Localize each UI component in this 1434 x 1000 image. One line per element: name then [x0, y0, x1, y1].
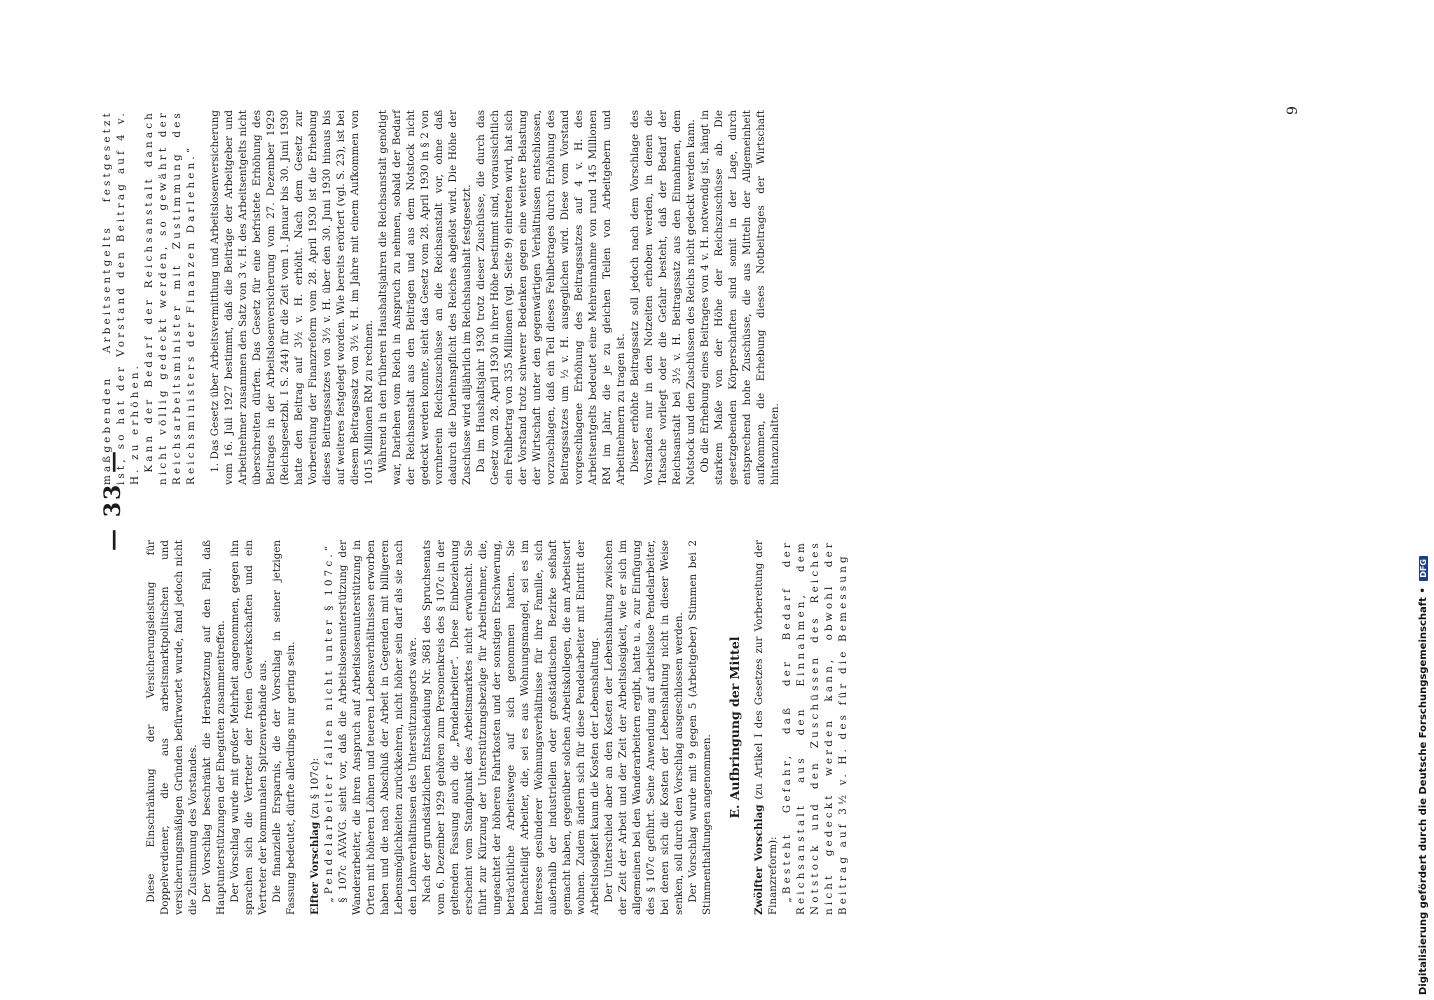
paragraph: 1. Das Gesetz über Arbeitsvermittlung und Arbeitslosenversicherung vom 16. Juli 1927 bestimmt, daß die Beiträge der Arbeitgeber und Arbeitnehmer zusammen den Satz von 3 v. H. des Arbeitsentgelts nicht überschreiten dürfen. Das Gesetz für eine befristete Erhöhung des Beitrages in der Arbeitslosenversicherung vom 27. Dezember 1929 (Reichsgesetzbl. I S. 244) für die Zeit vom 1. Januar bis 30. Juni 1930 hatte den Beitrag auf 3½ v. H. erhöht. Nach dem Gesetz zur Vorbereitung der Finanzreform vom 28. April 1930 ist die Erhebung dieses Beitragssatzes von 3½ v. H. über den 30. Juni 1930 hinaus bis auf weiteres festgelegt worden. Wie bereits erörtert (vgl. S. 23), ist bei diesem Beitragssatz von 3½ v. H. im Jahre mit einem Aufkommen von 1015 Millionen RM zu rechnen.: [209, 110, 375, 485]
digitization-credit: [1418, 35, 1432, 995]
paragraph: Der Vorschlag wurde mit großer Mehrheit angenommen, gegen ihn sprachen sich die Vertreter der freien Gewerkschaften und ein Vertreter der kommunalen Spitzenverbände aus.: [229, 540, 269, 915]
paragraph: Ob die Erhebung eines Beitrages von 4 v. H. notwendig ist, hängt in starkem Maße von der Höhe der Reichszuschüsse ab. Die gesetzgebenden Körperschaften sind somit in der Lage, durch entsprechend hohe Zuschüsse, die aus Mitteln der Allgemeinheit aufkommen, die Erhebung dieses Notbeitrages der Wirtschaft hintanzuhalten.: [699, 110, 781, 485]
paragraph: Der Vorschlag wurde mit 9 gegen 5 (Arbeitgeber) Stimmen bei 2 Stimmenthaltungen angenommen.: [687, 540, 713, 915]
paragraph: § 107c AVAVG. sieht vor, daß die Arbeitslosenunterstützung der Wanderarbeiter, die ihren Anspruch auf Arbeitslosenunterstützung in Orten mit höheren Löhnen und teueren Lebensverhältnissen erworben haben und die nach Abschluß der Arbeit in Gegenden mit billigeren Lebensmöglichkeiten zurückkehren, nicht höher sein darf als sie nach den Lohnverhältnissen des Unterstützungsorts wäre.: [337, 540, 419, 915]
left-column: [144, 540, 850, 915]
paragraph: Diese Einschränkung der Versicherungsleistung für Doppelverdiener, die aus arbeitsmarktpolitischen und versicherungsmäßigen Gründen befürwortet wurde, fand jedoch nicht die Zustimmung des Vorstandes.: [145, 540, 199, 915]
proposal-quote-continued: Kann der Bedarf der Reichsanstalt danach nicht völlig gedeckt werden, so gewährt der Reichsarbeitsminister mit Zustimmung des Reichsministers der Finanzen Darlehen.“: [143, 110, 197, 485]
page-number: 9: [1285, 106, 1301, 115]
proposal-quote-continued: maßgebenden Arbeitsentgelts festgesetzt ist, so hat der Vorstand den Beitrag auf 4 v. H. zu erhöhen.: [101, 110, 141, 485]
proposal-reference: (zu § 107c):: [309, 757, 321, 819]
proposal-quote: „Besteht Gefahr, daß der Bedarf der Reichsanstalt aus den Einnahmen, dem Notstock und den Zuschüssen des Reiches nicht gedeckt werden kann, obwohl der Beitrag auf 3½ v. H. des für die Bemessung: [781, 540, 849, 915]
credit-text: Digitalisierung gefördert durch die Deutsche Forschungsgemeinschaft •: [1418, 587, 1429, 995]
paragraph: Die finanzielle Ersparnis, die der Vorschlag in seiner jetzigen Fassung bedeutet, dürfte allerdings nur gering sein.: [271, 540, 297, 915]
section-heading: E. Aufbringung der Mittel: [727, 636, 742, 819]
right-column: [100, 110, 782, 485]
paragraph: Nach der grundsätzlichen Entscheidung Nr. 3681 des Spruchsenats vom 6. Dezember 1929 gehören zum Personenkreis des § 107c in der geltenden Fassung auch die „Pendelarbeiter“. Diese Einbeziehung erscheint vom Standpunkt des Arbeitsmarktes nicht erwünscht. Sie führt zur Kürzung der Unterstützungsbezüge für Arbeitnehmer, die, ungeachtet der höheren Fahrtkosten und der sonstigen Erschwerung, beträchtliche Arbeitswege auf sich genommen hatten. Sie benachteiligt Arbeiter, die, sei es aus Wohnungsmangel, sei es im Interesse gesünderer Wohnungsverhältnisse für ihre Familie, sich außerhalb der industriellen oder großstädtischen Bezirke seßhaft gemacht haben, gegenüber solchen Arbeitskollegen, die am Arbeitsort wohnen. Zudem ändern sich für diese Pendelarbeiter mit Eintritt der Arbeitslosigkeit kaum die Kosten der Lebenshaltung.: [421, 540, 601, 915]
proposal-heading-11: [308, 540, 322, 915]
proposal-label: Zwölfter Vorschlag: [753, 804, 765, 915]
paragraph: Der Unterschied aber an den Kosten der Lebenshaltung zwischen der Zeit der Arbeit und der Zeit der Arbeitslosigkeit, wie er sich im allgemeinen bei den Wanderarbeitern ergibt, hatte u. a. zur Einfügung des § 107c geführt. Seine Anwendung auf arbeitslose Pendelarbeiter, bei denen sich die Kosten der Lebenshaltung nicht in dieser Weise senken, soll durch den Vorschlag ausgeschlossen werden.: [603, 540, 685, 915]
paragraph: Während in den früheren Haushaltsjahren die Reichsanstalt genötigt war, Darlehen vom Reich in Anspruch zu nehmen, sobald der Bedarf der Reichsanstalt aus den Beiträgen und aus dem Notstock nicht gedeckt werden konnte, sieht das Gesetz vom 28. April 1930 in § 2 von vornherein Reichszuschüsse an die Reichsanstalt vor, ohne daß dadurch die Darlehnspflicht des Reiches abgelöst wird. Die Höhe der Zuschüsse wird alljährlich im Reichshaushalt festgesetzt.: [377, 110, 473, 485]
paragraph: Dieser erhöhte Beitragssatz soll jedoch nach dem Vorschlage des Vorstandes nur in den Notzeiten erhoben werden, in denen die Tatsache vorliegt oder die Gefahr besteht, daß der Bedarf der Reichsanstalt bei 3½ v. H. Beitragssatz aus den Einnahmen, dem Notstock und den Zuschüssen des Reichs nicht gedeckt werden kann.: [629, 110, 697, 485]
proposal-reference: (zu Artikel I des Gesetzes zur Vorbereitung der Finanzreform):: [753, 540, 779, 915]
page-header: — 33 —: [100, 449, 126, 551]
proposal-quote: „Pendelarbeiter fallen nicht unter § 107c.“: [323, 542, 335, 903]
dfg-logo: DFG: [1419, 556, 1428, 581]
proposal-heading-12: [752, 540, 780, 915]
paragraph: Da im Haushaltsjahr 1930 trotz dieser Zuschüsse, die durch das Gesetz vom 28. April 1930 in ihrer Höhe bestimmt sind, voraussichtlich ein Fehlbetrag von 335 Millionen (vgl. Seite 9) eintreten wird, hat sich der Vorstand trotz schwerer Bedenken gegen eine weitere Belastung der Wirtschaft unter den gegenwärtigen Verhältnissen entschlossen, vorzuschlagen, daß ein Teil dieses Fehlbetrages durch Erhöhung des Beitragssatzes um ½ v. H. ausgeglichen wird. Diese vom Vorstand vorgeschlagene Erhöhung des Beitragssatzes auf 4 v. H. des Arbeitsentgelts bedeutet eine Mehreinnahme von rund 145 Millionen RM im Jahr, die je zu gleichen Teilen von Arbeitgebern und Arbeitnehmern zu tragen ist.: [475, 110, 627, 485]
paragraph: Der Vorschlag beschränkt die Herabsetzung auf den Fall, daß Hauptunterstützungen der Ehegatten zusammentreffen.: [201, 540, 227, 915]
proposal-label: Elfter Vorschlag: [309, 821, 321, 915]
rotated-page-content: [100, 85, 1310, 915]
